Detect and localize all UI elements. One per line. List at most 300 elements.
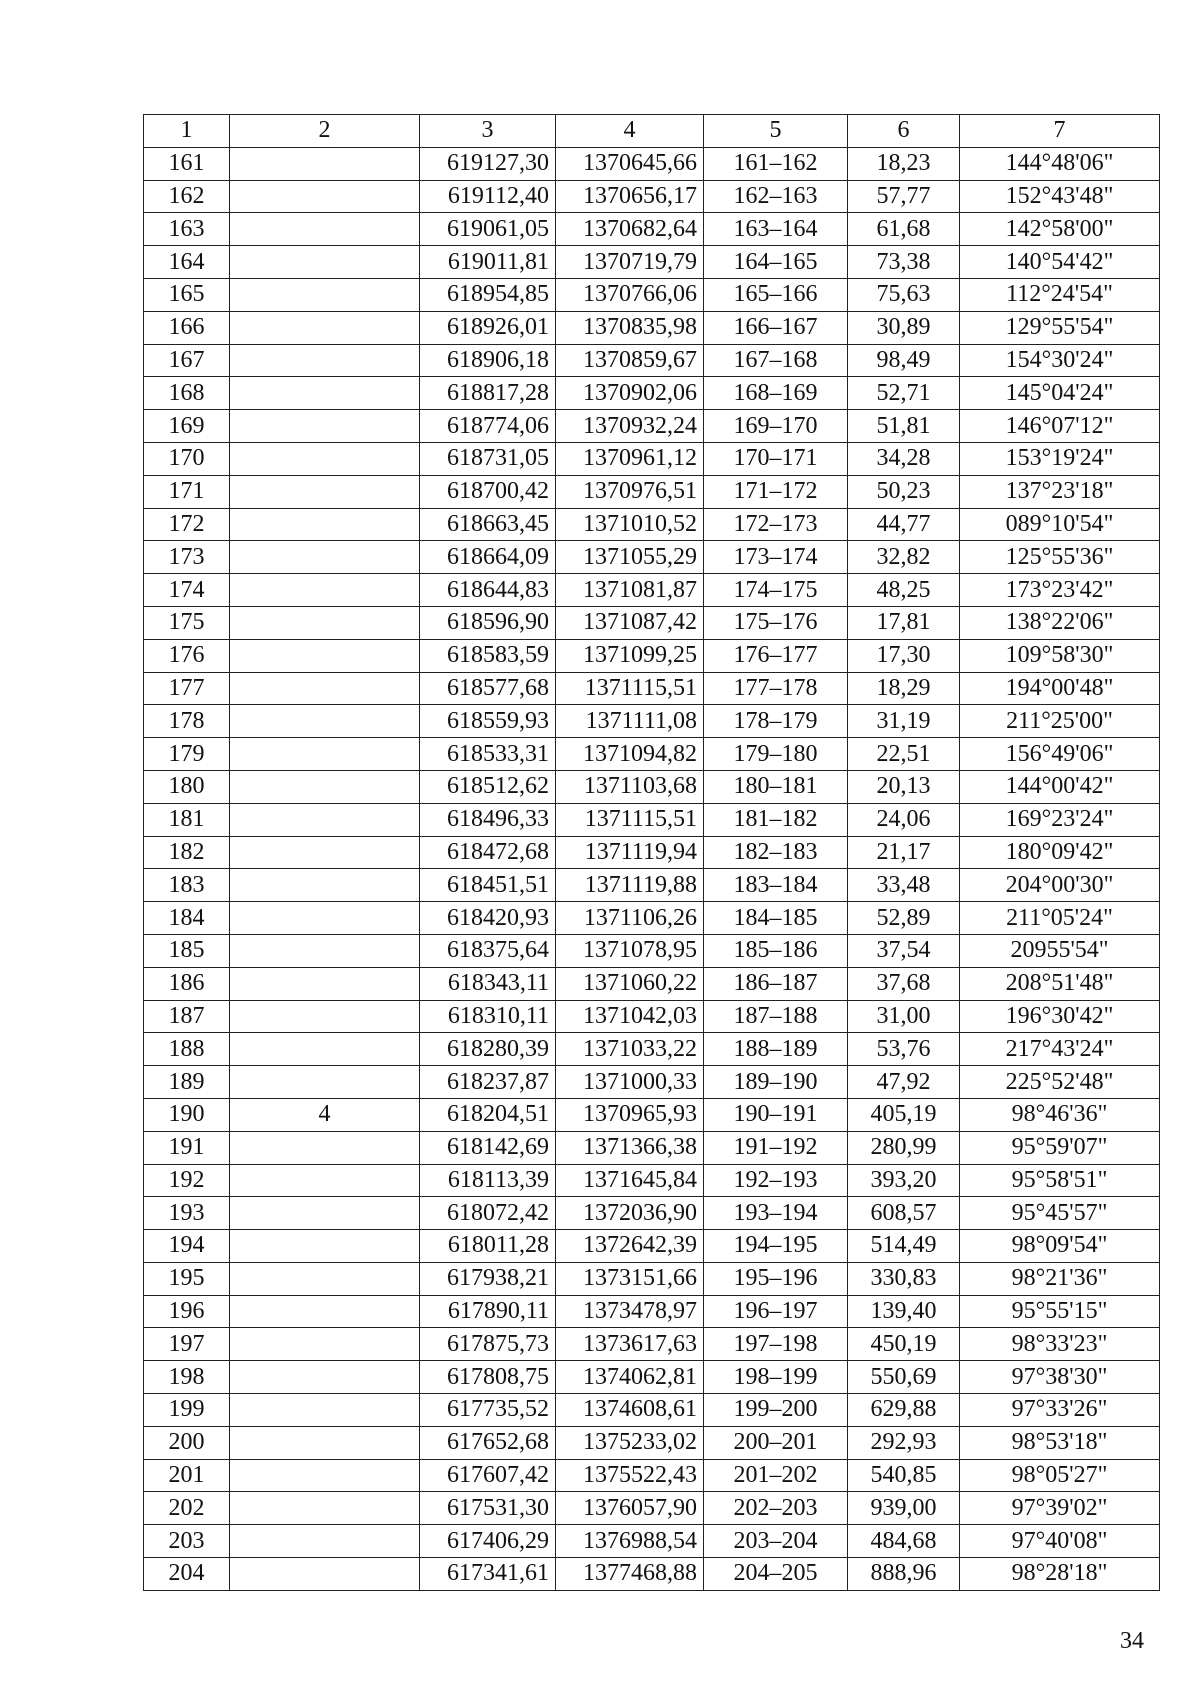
cell-segment: 176–177 [704, 639, 848, 672]
cell-x-coordinate: 618906,18 [420, 344, 556, 377]
cell-length: 98,49 [848, 344, 960, 377]
header-cell-6: 6 [848, 115, 960, 148]
cell-x-coordinate: 618774,06 [420, 410, 556, 443]
cell-x-coordinate: 618577,68 [420, 672, 556, 705]
cell-y-coordinate: 1370656,17 [556, 180, 704, 213]
cell-section-number [230, 475, 420, 508]
cell-point-number: 193 [144, 1197, 230, 1230]
table-row [144, 1230, 1160, 1263]
cell-bearing: 98°21'36" [960, 1262, 1160, 1295]
cell-segment: 190–191 [704, 1098, 848, 1131]
table-row [144, 1295, 1160, 1328]
cell-point-number: 173 [144, 541, 230, 574]
cell-length: 48,25 [848, 574, 960, 607]
cell-point-number: 182 [144, 836, 230, 869]
table-row [144, 147, 1160, 180]
cell-section-number [230, 246, 420, 279]
cell-bearing: 153°19'24" [960, 442, 1160, 475]
table-row [144, 738, 1160, 771]
cell-y-coordinate: 1371000,33 [556, 1066, 704, 1099]
cell-segment: 178–179 [704, 705, 848, 738]
table-row [144, 475, 1160, 508]
cell-segment: 195–196 [704, 1262, 848, 1295]
cell-point-number: 174 [144, 574, 230, 607]
cell-length: 939,00 [848, 1492, 960, 1525]
cell-y-coordinate: 1370902,06 [556, 377, 704, 410]
table-row [144, 541, 1160, 574]
cell-section-number [230, 606, 420, 639]
cell-section-number [230, 1197, 420, 1230]
cell-point-number: 191 [144, 1131, 230, 1164]
cell-segment: 193–194 [704, 1197, 848, 1230]
cell-x-coordinate: 618700,42 [420, 475, 556, 508]
table-row [144, 442, 1160, 475]
cell-y-coordinate: 1371106,26 [556, 902, 704, 935]
cell-length: 31,19 [848, 705, 960, 738]
cell-section-number [230, 1230, 420, 1263]
cell-y-coordinate: 1371033,22 [556, 1033, 704, 1066]
cell-section-number [230, 574, 420, 607]
cell-x-coordinate: 617406,29 [420, 1525, 556, 1558]
cell-x-coordinate: 618451,51 [420, 869, 556, 902]
cell-point-number: 204 [144, 1558, 230, 1591]
cell-segment: 185–186 [704, 934, 848, 967]
cell-x-coordinate: 618310,11 [420, 1000, 556, 1033]
cell-bearing: 109°58'30" [960, 639, 1160, 672]
table-body [144, 147, 1160, 1590]
cell-x-coordinate: 618142,69 [420, 1131, 556, 1164]
cell-x-coordinate: 617890,11 [420, 1295, 556, 1328]
cell-bearing: 225°52'48" [960, 1066, 1160, 1099]
table-row [144, 1361, 1160, 1394]
table-row [144, 967, 1160, 1000]
cell-segment: 187–188 [704, 1000, 848, 1033]
header-cell-1: 1 [144, 115, 230, 148]
cell-point-number: 176 [144, 639, 230, 672]
cell-bearing: 138°22'06" [960, 606, 1160, 639]
cell-y-coordinate: 1371111,08 [556, 705, 704, 738]
cell-section-number [230, 1131, 420, 1164]
cell-segment: 202–203 [704, 1492, 848, 1525]
cell-y-coordinate: 1373151,66 [556, 1262, 704, 1295]
table-row [144, 1525, 1160, 1558]
cell-bearing: 196°30'42" [960, 1000, 1160, 1033]
header-cell-5: 5 [704, 115, 848, 148]
cell-bearing: 97°40'08" [960, 1525, 1160, 1558]
cell-length: 405,19 [848, 1098, 960, 1131]
cell-section-number [230, 738, 420, 771]
cell-segment: 200–201 [704, 1426, 848, 1459]
cell-point-number: 162 [144, 180, 230, 213]
cell-section-number [230, 442, 420, 475]
cell-x-coordinate: 617531,30 [420, 1492, 556, 1525]
cell-length: 550,69 [848, 1361, 960, 1394]
cell-segment: 180–181 [704, 770, 848, 803]
cell-y-coordinate: 1371087,42 [556, 606, 704, 639]
cell-length: 450,19 [848, 1328, 960, 1361]
table-row [144, 180, 1160, 213]
cell-segment: 161–162 [704, 147, 848, 180]
table-row [144, 1426, 1160, 1459]
table-row [144, 639, 1160, 672]
cell-bearing: 154°30'24" [960, 344, 1160, 377]
cell-y-coordinate: 1371060,22 [556, 967, 704, 1000]
cell-bearing: 146°07'12" [960, 410, 1160, 443]
table-row [144, 902, 1160, 935]
cell-y-coordinate: 1374608,61 [556, 1394, 704, 1427]
cell-section-number [230, 1328, 420, 1361]
cell-segment: 184–185 [704, 902, 848, 935]
cell-y-coordinate: 1371081,87 [556, 574, 704, 607]
table-row [144, 803, 1160, 836]
cell-segment: 198–199 [704, 1361, 848, 1394]
cell-length: 280,99 [848, 1131, 960, 1164]
cell-bearing: 98°09'54" [960, 1230, 1160, 1263]
cell-bearing: 97°39'02" [960, 1492, 1160, 1525]
cell-section-number [230, 672, 420, 705]
cell-point-number: 201 [144, 1459, 230, 1492]
cell-section-number [230, 1262, 420, 1295]
cell-point-number: 168 [144, 377, 230, 410]
cell-point-number: 194 [144, 1230, 230, 1263]
cell-section-number [230, 147, 420, 180]
cell-section-number [230, 213, 420, 246]
cell-y-coordinate: 1370835,98 [556, 311, 704, 344]
cell-y-coordinate: 1377468,88 [556, 1558, 704, 1591]
cell-bearing: 173°23'42" [960, 574, 1160, 607]
cell-section-number [230, 1426, 420, 1459]
cell-y-coordinate: 1373617,63 [556, 1328, 704, 1361]
cell-section-number [230, 311, 420, 344]
cell-y-coordinate: 1370961,12 [556, 442, 704, 475]
cell-section-number [230, 344, 420, 377]
cell-bearing: 95°58'51" [960, 1164, 1160, 1197]
cell-length: 33,48 [848, 869, 960, 902]
cell-section-number [230, 1394, 420, 1427]
cell-segment: 165–166 [704, 278, 848, 311]
cell-bearing: 144°48'06" [960, 147, 1160, 180]
cell-section-number [230, 1066, 420, 1099]
cell-length: 20,13 [848, 770, 960, 803]
cell-length: 139,40 [848, 1295, 960, 1328]
cell-point-number: 169 [144, 410, 230, 443]
cell-y-coordinate: 1372036,90 [556, 1197, 704, 1230]
cell-x-coordinate: 618204,51 [420, 1098, 556, 1131]
cell-point-number: 185 [144, 934, 230, 967]
cell-point-number: 189 [144, 1066, 230, 1099]
table-row [144, 672, 1160, 705]
header-cell-3: 3 [420, 115, 556, 148]
cell-length: 514,49 [848, 1230, 960, 1263]
cell-y-coordinate: 1370766,06 [556, 278, 704, 311]
cell-length: 608,57 [848, 1197, 960, 1230]
cell-segment: 196–197 [704, 1295, 848, 1328]
cell-section-number [230, 1492, 420, 1525]
cell-length: 37,54 [848, 934, 960, 967]
cell-segment: 194–195 [704, 1230, 848, 1263]
cell-length: 31,00 [848, 1000, 960, 1033]
cell-section-number [230, 902, 420, 935]
cell-section-number [230, 770, 420, 803]
cell-segment: 189–190 [704, 1066, 848, 1099]
table-row [144, 213, 1160, 246]
cell-x-coordinate: 618472,68 [420, 836, 556, 869]
cell-bearing: 194°00'48" [960, 672, 1160, 705]
cell-x-coordinate: 619112,40 [420, 180, 556, 213]
cell-bearing: 140°54'42" [960, 246, 1160, 279]
cell-length: 22,51 [848, 738, 960, 771]
cell-bearing: 089°10'54" [960, 508, 1160, 541]
cell-point-number: 199 [144, 1394, 230, 1427]
cell-length: 57,77 [848, 180, 960, 213]
cell-point-number: 172 [144, 508, 230, 541]
cell-y-coordinate: 1370645,66 [556, 147, 704, 180]
cell-bearing: 137°23'18" [960, 475, 1160, 508]
cell-section-number [230, 705, 420, 738]
cell-segment: 171–172 [704, 475, 848, 508]
cell-y-coordinate: 1370719,79 [556, 246, 704, 279]
coordinates-table [143, 114, 1160, 1591]
cell-length: 393,20 [848, 1164, 960, 1197]
cell-section-number [230, 1525, 420, 1558]
cell-section-number [230, 869, 420, 902]
cell-length: 73,38 [848, 246, 960, 279]
cell-length: 18,23 [848, 147, 960, 180]
cell-x-coordinate: 618011,28 [420, 1230, 556, 1263]
cell-x-coordinate: 618559,93 [420, 705, 556, 738]
table-row [144, 1098, 1160, 1131]
cell-bearing: 129°55'54" [960, 311, 1160, 344]
cell-section-number [230, 278, 420, 311]
cell-y-coordinate: 1370976,51 [556, 475, 704, 508]
cell-point-number: 178 [144, 705, 230, 738]
cell-x-coordinate: 618420,93 [420, 902, 556, 935]
cell-bearing: 169°23'24" [960, 803, 1160, 836]
cell-x-coordinate: 617808,75 [420, 1361, 556, 1394]
cell-x-coordinate: 618343,11 [420, 967, 556, 1000]
cell-point-number: 197 [144, 1328, 230, 1361]
cell-section-number [230, 1459, 420, 1492]
cell-point-number: 184 [144, 902, 230, 935]
cell-bearing: 20955'54" [960, 934, 1160, 967]
cell-bearing: 180°09'42" [960, 836, 1160, 869]
cell-y-coordinate: 1375233,02 [556, 1426, 704, 1459]
table-row [144, 574, 1160, 607]
cell-bearing: 204°00'30" [960, 869, 1160, 902]
cell-bearing: 98°05'27" [960, 1459, 1160, 1492]
cell-point-number: 203 [144, 1525, 230, 1558]
cell-length: 18,29 [848, 672, 960, 705]
cell-segment: 203–204 [704, 1525, 848, 1558]
cell-length: 540,85 [848, 1459, 960, 1492]
table-row [144, 1492, 1160, 1525]
cell-x-coordinate: 617938,21 [420, 1262, 556, 1295]
cell-x-coordinate: 618237,87 [420, 1066, 556, 1099]
table-row [144, 344, 1160, 377]
cell-length: 44,77 [848, 508, 960, 541]
cell-segment: 170–171 [704, 442, 848, 475]
cell-bearing: 97°33'26" [960, 1394, 1160, 1427]
cell-segment: 167–168 [704, 344, 848, 377]
cell-segment: 174–175 [704, 574, 848, 607]
page-number: 34 [1120, 1628, 1144, 1654]
cell-y-coordinate: 1372642,39 [556, 1230, 704, 1263]
cell-x-coordinate: 618072,42 [420, 1197, 556, 1230]
table-row [144, 1394, 1160, 1427]
cell-segment: 164–165 [704, 246, 848, 279]
cell-segment: 175–176 [704, 606, 848, 639]
cell-segment: 166–167 [704, 311, 848, 344]
cell-x-coordinate: 618512,62 [420, 770, 556, 803]
cell-x-coordinate: 618596,90 [420, 606, 556, 639]
cell-x-coordinate: 617341,61 [420, 1558, 556, 1591]
cell-segment: 182–183 [704, 836, 848, 869]
cell-point-number: 183 [144, 869, 230, 902]
cell-point-number: 161 [144, 147, 230, 180]
cell-point-number: 188 [144, 1033, 230, 1066]
table-row [144, 1558, 1160, 1591]
cell-y-coordinate: 1371119,94 [556, 836, 704, 869]
cell-length: 292,93 [848, 1426, 960, 1459]
table-row [144, 836, 1160, 869]
table-row [144, 1131, 1160, 1164]
cell-x-coordinate: 618731,05 [420, 442, 556, 475]
cell-y-coordinate: 1370965,93 [556, 1098, 704, 1131]
cell-x-coordinate: 617652,68 [420, 1426, 556, 1459]
table-row [144, 278, 1160, 311]
table-row [144, 1000, 1160, 1033]
cell-bearing: 125°55'36" [960, 541, 1160, 574]
cell-section-number [230, 934, 420, 967]
cell-point-number: 180 [144, 770, 230, 803]
cell-bearing: 98°53'18" [960, 1426, 1160, 1459]
cell-point-number: 163 [144, 213, 230, 246]
cell-point-number: 198 [144, 1361, 230, 1394]
cell-length: 30,89 [848, 311, 960, 344]
cell-y-coordinate: 1374062,81 [556, 1361, 704, 1394]
cell-section-number [230, 639, 420, 672]
table-row [144, 508, 1160, 541]
cell-x-coordinate: 618926,01 [420, 311, 556, 344]
cell-bearing: 211°25'00" [960, 705, 1160, 738]
cell-bearing: 145°04'24" [960, 377, 1160, 410]
cell-y-coordinate: 1370932,24 [556, 410, 704, 443]
cell-bearing: 95°55'15" [960, 1295, 1160, 1328]
cell-x-coordinate: 619127,30 [420, 147, 556, 180]
cell-y-coordinate: 1376057,90 [556, 1492, 704, 1525]
cell-bearing: 97°38'30" [960, 1361, 1160, 1394]
cell-y-coordinate: 1376988,54 [556, 1525, 704, 1558]
cell-x-coordinate: 617735,52 [420, 1394, 556, 1427]
cell-y-coordinate: 1371094,82 [556, 738, 704, 771]
cell-x-coordinate: 617607,42 [420, 1459, 556, 1492]
cell-point-number: 200 [144, 1426, 230, 1459]
table-row [144, 705, 1160, 738]
cell-bearing: 208°51'48" [960, 967, 1160, 1000]
cell-length: 21,17 [848, 836, 960, 869]
cell-section-number [230, 541, 420, 574]
cell-length: 50,23 [848, 475, 960, 508]
cell-point-number: 202 [144, 1492, 230, 1525]
cell-segment: 168–169 [704, 377, 848, 410]
cell-section-number [230, 1361, 420, 1394]
cell-x-coordinate: 618375,64 [420, 934, 556, 967]
cell-bearing: 98°46'36" [960, 1098, 1160, 1131]
cell-x-coordinate: 618664,09 [420, 541, 556, 574]
cell-length: 53,76 [848, 1033, 960, 1066]
cell-segment: 179–180 [704, 738, 848, 771]
cell-y-coordinate: 1371103,68 [556, 770, 704, 803]
table-row [144, 770, 1160, 803]
table-row [144, 606, 1160, 639]
cell-point-number: 171 [144, 475, 230, 508]
cell-length: 51,81 [848, 410, 960, 443]
header-cell-7: 7 [960, 115, 1160, 148]
table-row [144, 246, 1160, 279]
cell-point-number: 181 [144, 803, 230, 836]
table-row [144, 1262, 1160, 1295]
cell-length: 47,92 [848, 1066, 960, 1099]
header-row [144, 115, 1160, 148]
cell-y-coordinate: 1371042,03 [556, 1000, 704, 1033]
cell-segment: 192–193 [704, 1164, 848, 1197]
cell-segment: 172–173 [704, 508, 848, 541]
cell-segment: 173–174 [704, 541, 848, 574]
cell-section-number [230, 967, 420, 1000]
cell-point-number: 186 [144, 967, 230, 1000]
cell-x-coordinate: 619061,05 [420, 213, 556, 246]
cell-segment: 191–192 [704, 1131, 848, 1164]
cell-section-number [230, 1033, 420, 1066]
cell-segment: 163–164 [704, 213, 848, 246]
cell-y-coordinate: 1373478,97 [556, 1295, 704, 1328]
cell-point-number: 175 [144, 606, 230, 639]
cell-segment: 201–202 [704, 1459, 848, 1492]
cell-point-number: 187 [144, 1000, 230, 1033]
cell-point-number: 192 [144, 1164, 230, 1197]
cell-point-number: 166 [144, 311, 230, 344]
cell-bearing: 144°00'42" [960, 770, 1160, 803]
cell-bearing: 95°45'57" [960, 1197, 1160, 1230]
cell-segment: 199–200 [704, 1394, 848, 1427]
cell-length: 24,06 [848, 803, 960, 836]
cell-bearing: 156°49'06" [960, 738, 1160, 771]
table-row [144, 410, 1160, 443]
cell-y-coordinate: 1370682,64 [556, 213, 704, 246]
cell-length: 629,88 [848, 1394, 960, 1427]
cell-segment: 162–163 [704, 180, 848, 213]
cell-point-number: 167 [144, 344, 230, 377]
cell-section-number [230, 1558, 420, 1591]
cell-segment: 181–182 [704, 803, 848, 836]
table-row [144, 1328, 1160, 1361]
cell-y-coordinate: 1371078,95 [556, 934, 704, 967]
cell-length: 888,96 [848, 1558, 960, 1591]
cell-section-number [230, 836, 420, 869]
cell-bearing: 211°05'24" [960, 902, 1160, 935]
cell-segment: 177–178 [704, 672, 848, 705]
cell-length: 52,89 [848, 902, 960, 935]
cell-x-coordinate: 618663,45 [420, 508, 556, 541]
table-row [144, 1459, 1160, 1492]
cell-point-number: 179 [144, 738, 230, 771]
cell-length: 61,68 [848, 213, 960, 246]
table-row [144, 869, 1160, 902]
cell-section-number [230, 410, 420, 443]
cell-x-coordinate: 618817,28 [420, 377, 556, 410]
cell-length: 330,83 [848, 1262, 960, 1295]
cell-bearing: 152°43'48" [960, 180, 1160, 213]
